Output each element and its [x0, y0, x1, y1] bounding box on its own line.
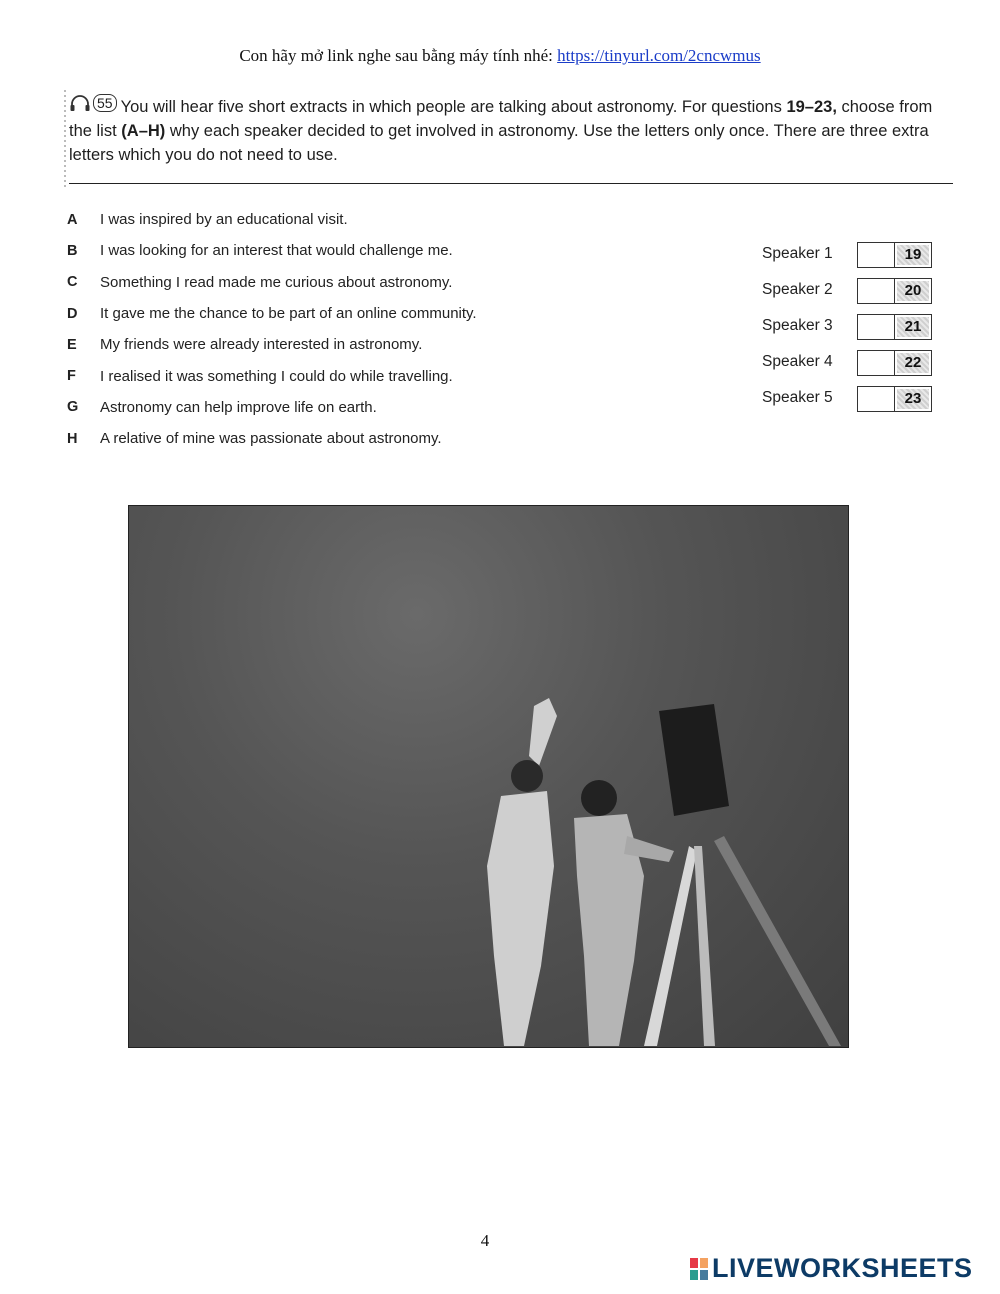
option-text: A relative of mine was passionate about astronomy. [100, 430, 442, 448]
speaker-label: Speaker 3 [762, 317, 833, 334]
answer-box[interactable] [857, 278, 932, 304]
box-divider [894, 278, 895, 304]
link-note: Con hãy mở link nghe sau bằng máy tính nhé: [239, 46, 558, 65]
headphones-icon [69, 94, 91, 112]
task-instructions [69, 94, 959, 167]
option-f [67, 360, 667, 391]
liveworksheets-icon [690, 1258, 708, 1280]
option-letter: G [67, 399, 79, 416]
logo-text: LIVEWORKSHEETS [712, 1253, 973, 1283]
speaker-label: Speaker 4 [762, 353, 833, 370]
answer-box[interactable] [857, 350, 932, 376]
speaker-row-4 [762, 350, 937, 376]
divider-rule [69, 183, 953, 184]
option-text: I was looking for an interest that would challenge me. [100, 242, 453, 260]
speaker-row-5 [762, 386, 937, 412]
options-list [67, 204, 667, 454]
option-text: I realised it was something I could do while travelling. [100, 367, 453, 385]
speaker-row-1 [762, 242, 937, 268]
question-number: 21 [897, 317, 929, 337]
box-divider [894, 314, 895, 340]
link-instruction [0, 46, 1000, 66]
instruction-text-3: why each speaker decided to get involved in astronomy. Use the letters only once. There are three extra letters which you do not need to use. [69, 122, 929, 164]
stargazers-illustration [129, 506, 849, 1048]
option-a [67, 204, 667, 235]
speaker-row-2 [762, 278, 937, 304]
question-number: 23 [897, 389, 929, 409]
speaker-label: Speaker 5 [762, 389, 833, 406]
answer-box[interactable] [857, 386, 932, 412]
option-letter: H [67, 430, 78, 447]
question-number: 19 [897, 245, 929, 265]
scan-edge-decoration [64, 90, 66, 190]
option-g [67, 392, 667, 423]
option-text: It gave me the chance to be part of an online community. [100, 305, 477, 323]
option-letter: A [67, 211, 78, 228]
speaker-label: Speaker 2 [762, 281, 833, 298]
speaker-row-3 [762, 314, 937, 340]
option-text: Something I read made me curious about astronomy. [100, 273, 453, 291]
astronomy-photo [128, 505, 849, 1048]
option-letter: B [67, 242, 78, 259]
question-number: 22 [897, 353, 929, 373]
instruction-text-2: choose from the list [69, 98, 933, 140]
option-text: Astronomy can help improve life on earth. [100, 398, 377, 416]
answer-box[interactable] [857, 314, 932, 340]
track-number: 55 [93, 94, 117, 112]
option-text: My friends were already interested in astronomy. [100, 336, 423, 354]
option-letter: E [67, 336, 77, 353]
speaker-label: Speaker 1 [762, 245, 833, 262]
option-h [67, 423, 667, 454]
option-d [67, 298, 667, 329]
option-text: I was inspired by an educational visit. [100, 211, 348, 229]
option-b [67, 235, 667, 266]
option-letter: C [67, 274, 78, 291]
box-divider [894, 350, 895, 376]
answer-box[interactable] [857, 242, 932, 268]
option-letter: D [67, 305, 78, 322]
box-divider [894, 386, 895, 412]
question-number: 20 [897, 281, 929, 301]
option-c [67, 267, 667, 298]
box-divider [894, 242, 895, 268]
liveworksheets-logo [690, 1253, 973, 1284]
question-range: 19–23, [786, 98, 837, 116]
page-number: 4 [480, 1231, 490, 1250]
letter-range: (A–H) [121, 122, 166, 140]
option-letter: F [67, 368, 76, 385]
option-e [67, 329, 667, 360]
audio-link[interactable]: https://tinyurl.com/2cncwmus [557, 46, 761, 65]
instruction-text-1: You will hear five short extracts in which people are talking about astronomy. For questions [120, 98, 787, 116]
audio-track-badge [69, 94, 117, 112]
